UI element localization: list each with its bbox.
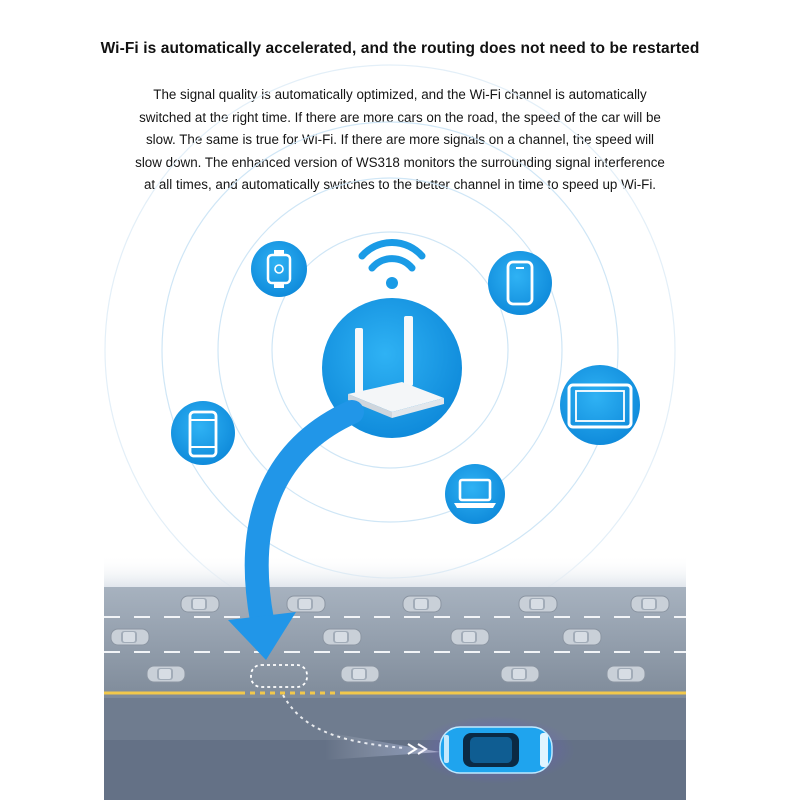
smartphone-icon xyxy=(171,401,235,465)
description-line: slow. The same is true for Wi-Fi. If there are more signals on a channel, the speed will xyxy=(145,132,655,147)
traffic-car xyxy=(111,629,149,645)
highlighted-car xyxy=(415,716,575,784)
headline: Wi-Fi is automatically accelerated, and the routing does not need to be restarted xyxy=(100,40,700,57)
traffic-car xyxy=(403,596,441,612)
traffic-car xyxy=(563,629,601,645)
traffic-car xyxy=(323,629,361,645)
wifi-signal-icon xyxy=(362,242,422,289)
traffic-car xyxy=(181,596,219,612)
laptop-icon xyxy=(445,464,505,524)
traffic-car xyxy=(451,629,489,645)
traffic-car xyxy=(287,596,325,612)
smartwatch-icon xyxy=(251,241,307,297)
traffic-car xyxy=(631,596,669,612)
description-line: slow down. The enhanced version of WS318 monitors the surrounding signal interference xyxy=(135,154,665,170)
description-line: switched at the right time. If there are more cars on the road, the speed of the car will be xyxy=(139,109,661,125)
traffic-car xyxy=(341,666,379,682)
traffic-car xyxy=(607,666,645,682)
traffic-car xyxy=(147,666,185,682)
mobile-phone-icon xyxy=(488,251,552,315)
traffic-car xyxy=(501,666,539,682)
description-line: at all times, and automatically switches to the better channel in time to speed up Wi-Fi. xyxy=(143,177,657,192)
description-line: The signal quality is automatically optimized, and the Wi-Fi channel is automatically xyxy=(153,87,647,102)
road xyxy=(104,555,686,800)
traffic-car xyxy=(519,596,557,612)
tablet-icon xyxy=(560,365,640,445)
